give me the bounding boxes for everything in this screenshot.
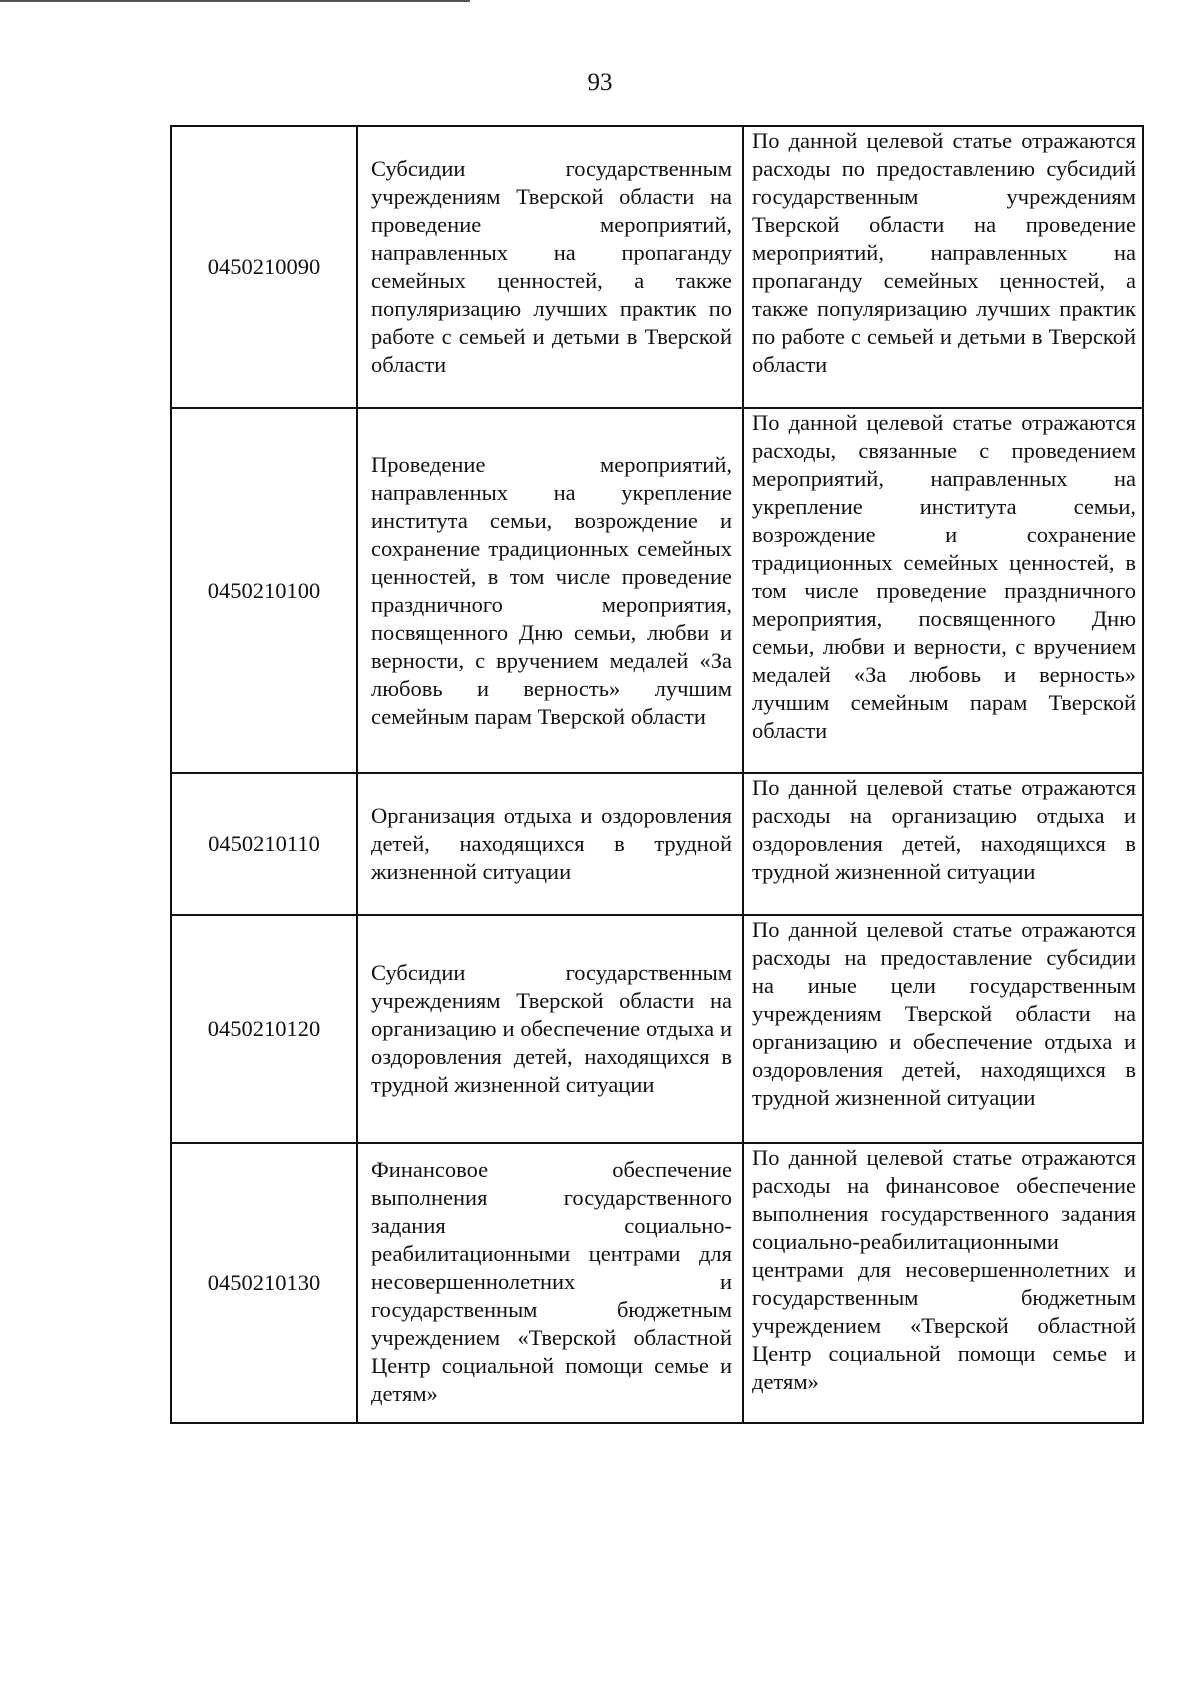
target-article-code-cell bbox=[171, 1143, 357, 1423]
target-article-name: Финансовое обеспечение выполнения государственного задания социально-реабилитационными центрами для несовершеннолетних и государственным бюджетным учреждением «Тверской областной Центр социальной помощи семье и детям» bbox=[357, 1143, 743, 1423]
scan-edge-line bbox=[0, 0, 470, 2]
target-article-code-cell bbox=[171, 126, 357, 408]
target-article-code: 0450210090 bbox=[207, 254, 321, 279]
target-article-description: По данной целевой статье отражаются расходы на финансовое обеспечение выполнения государственного задания социально-реабилитационными центрами для несовершеннолетних и государственным бюджетным учреждением «Тверской областной Центр социальной помощи семье и детям» bbox=[743, 1143, 1143, 1423]
budget-classification-table bbox=[170, 125, 1144, 1424]
target-article-description: По данной целевой статье отражаются расходы по предоставлению субсидий государственным учреждениям Тверской области на проведение мероприятий, направленных на пропаганду семейных ценностей, а также популяризацию лучших практик по работе с семьей и детьми в Тверской области bbox=[743, 126, 1143, 408]
table-row bbox=[171, 1143, 1143, 1423]
target-article-description: По данной целевой статье отражаются расходы на предоставление субсидии на иные цели государственным учреждениям Тверской области на организацию и обеспечение отдыха и оздоровления детей, находящихся в трудной жизненной ситуации bbox=[743, 915, 1143, 1143]
target-article-name: Субсидии государственным учреждениям Тверской области на организацию и обеспечение отдыха и оздоровления детей, находящихся в трудной жизненной ситуации bbox=[357, 915, 743, 1143]
target-article-name: Проведение мероприятий, направленных на укрепление института семьи, возрождение и сохранение традиционных семейных ценностей, в том числе проведение праздничного мероприятия, посвященного Дню семьи, любви и верности, с вручением медалей «За любовь и верность» лучшим семейным парам Тверской области bbox=[357, 408, 743, 773]
target-article-name: Организация отдыха и оздоровления детей, находящихся в трудной жизненной ситуации bbox=[357, 773, 743, 915]
table-row bbox=[171, 408, 1143, 773]
target-article-description: По данной целевой статье отражаются расходы на организацию отдыха и оздоровления детей, находящихся в трудной жизненной ситуации bbox=[743, 773, 1143, 915]
target-article-code-cell bbox=[171, 408, 357, 773]
table-row bbox=[171, 773, 1143, 915]
target-article-code-cell bbox=[171, 773, 357, 915]
page-number: 93 bbox=[587, 69, 613, 96]
table-row bbox=[171, 126, 1143, 408]
target-article-code: 0450210130 bbox=[207, 1270, 321, 1295]
target-article-code: 0450210110 bbox=[208, 831, 320, 856]
target-article-name: Субсидии государственным учреждениям Тверской области на проведение мероприятий, направленных на пропаганду семейных ценностей, а также популяризацию лучших практик по работе с семьей и детьми в Тверской области bbox=[357, 126, 743, 408]
target-article-code: 0450210100 bbox=[207, 577, 321, 603]
target-article-code: 0450210120 bbox=[207, 1016, 321, 1041]
target-article-description: По данной целевой статье отражаются расходы, связанные с проведением мероприятий, направленных на укрепление института семьи, возрождение и сохранение традиционных семейных ценностей, в том числе проведение праздничного мероприятия, посвященного Дню семьи, любви и верности, с вручением медалей «За любовь и верность» лучшим семейным парам Тверской области bbox=[743, 408, 1143, 773]
target-article-code-cell bbox=[171, 915, 357, 1143]
table-row bbox=[171, 915, 1143, 1143]
